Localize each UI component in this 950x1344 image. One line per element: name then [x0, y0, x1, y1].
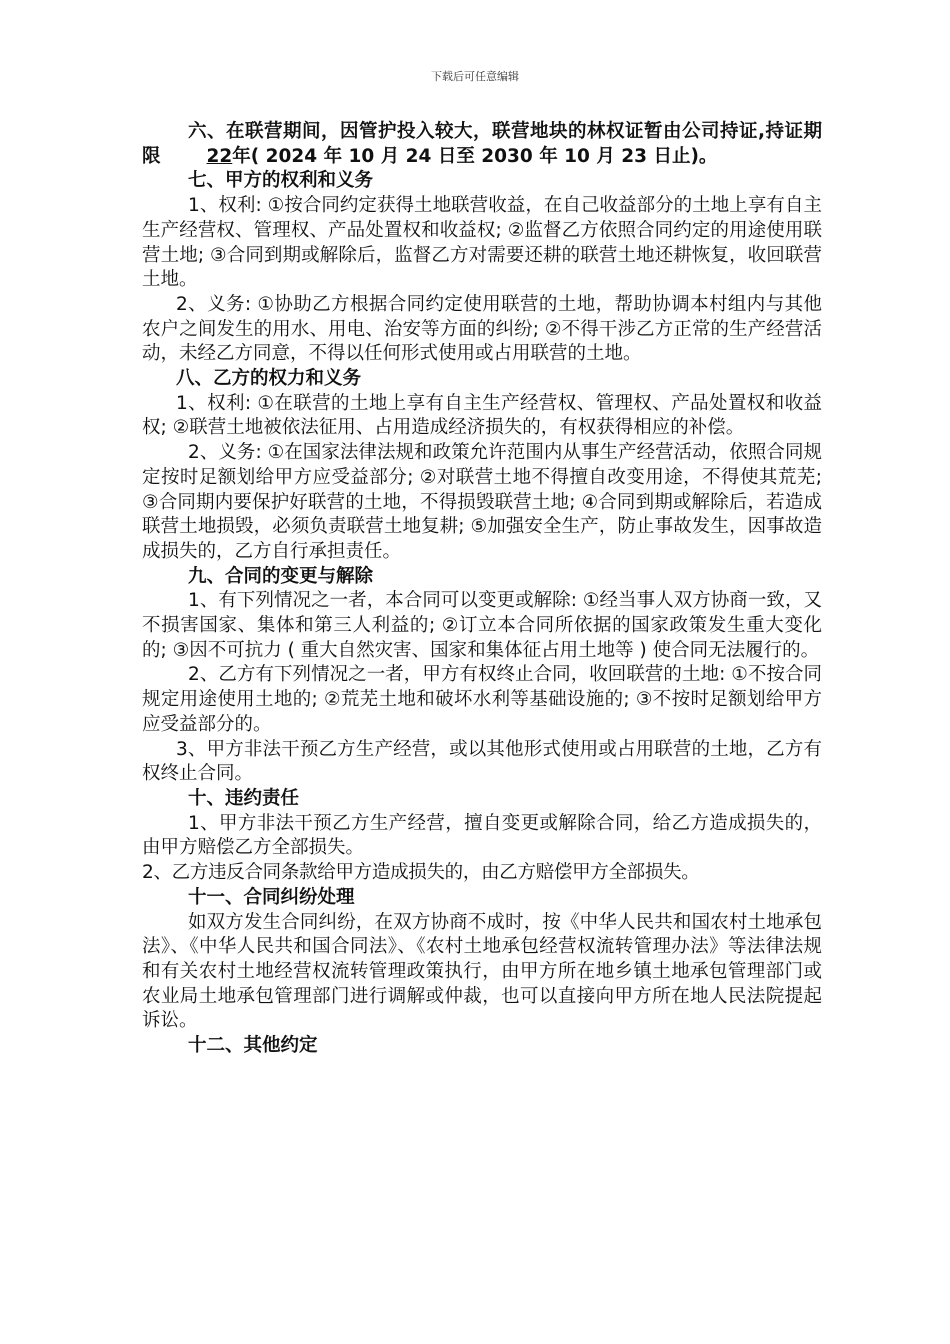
- section-7-heading: 七、甲方的权利和义务: [188, 170, 374, 192]
- section-8-heading: 八、乙方的权力和义务: [176, 368, 362, 390]
- document-body: [142, 120, 822, 1059]
- section-8-rights: 1、权利: ①在联营的土地上享有自主生产经营权、管理权、产品处置权和收益权; ②联营土地被依法征用、占用造成经济损失的，有权获得相应的补偿。: [142, 392, 822, 439]
- section-10-item-1: 1、甲方非法干预乙方生产经营，擅自变更或解除合同，给乙方造成损失的，由甲方赔偿乙方全部损失。: [142, 812, 822, 859]
- section-6-paragraph: [142, 120, 822, 169]
- section-11-body: 如双方发生合同纠纷，在双方协商不成时，按《中华人民共和国农村土地承包法》、《中华人民共和国合同法》、《农村土地承包经营权流转管理办法》等法律法规和有关农村土地经营权流转管理政策执行，由甲方所在地乡镇土地承包管理部门或农业局土地承包管理部门进行调解或仲裁，也可以直接向甲方所在地人民法院提起诉讼。: [142, 911, 822, 1032]
- page-header: 下载后可任意编辑: [431, 70, 519, 83]
- section-6-text: 六、在联营期间，因管护投入较大，联营地块的林权证暂由公司持证,持证期限: [142, 121, 822, 167]
- term-years-blank: 22: [206, 145, 233, 167]
- section-12-heading: 十二、其他约定: [188, 1035, 318, 1057]
- section-11-heading: 十一、合同纠纷处理: [188, 886, 355, 908]
- section-7-obligations: 2、义务: ①协助乙方根据合同约定使用联营的土地，帮助协调本村组内与其他农户之间发生的用水、用电、治安等方面的纠纷; ②不得干涉乙方正常的生产经营活动，未经乙方同意，不得以任何形式使用或占用联营的土地。: [142, 293, 822, 365]
- section-9-item-3: 3、甲方非法干预乙方生产经营，或以其他形式使用或占用联营的土地，乙方有权终止合同。: [142, 738, 822, 785]
- section-9-heading: 九、合同的变更与解除: [188, 565, 374, 587]
- section-9-item-2: 2、乙方有下列情况之一者，甲方有权终止合同，收回联营的土地: ①不按合同规定用途使用土地的; ②荒芜土地和破坏水利等基础设施的; ③不按时足额划给甲方应受益部分的。: [142, 664, 822, 735]
- section-8-obligations: 2、义务: ①在国家法律法规和政策允许范围内从事生产经营活动，依照合同规定按时足额划给甲方应受益部分; ②对联营土地不得擅自改变用途，不得使其荒芜; ③合同期内要保护好联营的土地，不得损毁联营土地; ④合同到期或解除后，若造成联营土地损毁，必须负责联营土地复耕; ⑤加强安全生产，防止事故发生，因事故造成损失的，乙方自行承担责任。: [142, 442, 822, 562]
- section-10-heading: 十、违约责任: [188, 787, 300, 809]
- section-10-item-2: 2、乙方违反合同条款给甲方造成损失的，由乙方赔偿甲方全部损失。: [142, 862, 700, 884]
- section-6-dates: 年( 2024 年 10 月 24 日至 2030 年 10 月 23 日止)。: [232, 145, 718, 167]
- section-7-rights: 1、权利: ①按合同约定获得土地联营收益，在自己收益部分的土地上享有自主生产经营权、管理权、产品处置权和收益权; ②监督乙方依照合同约定的用途使用联营土地; ③合同到期或解除后，监督乙方对需要还耕的联营土地还耕恢复，收回联营土地。: [142, 195, 822, 291]
- section-9-item-1: 1、有下列情况之一者，本合同可以变更或解除: ①经当事人双方协商一致，又不损害国家、集体和第三人利益的; ②订立本合同所依据的国家政策发生重大变化的; ③因不可抗力 ( 重大自然灾害、国家和集体征占用土地等 ) 使合同无法履行的。: [142, 590, 822, 661]
